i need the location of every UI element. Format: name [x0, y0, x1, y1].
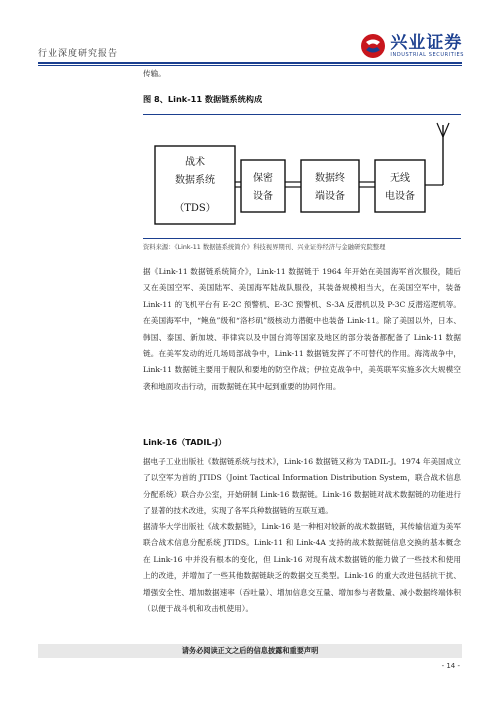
header-divider-thin: [38, 65, 462, 66]
tds-label-line3: （TDS）: [174, 203, 216, 214]
crypto-label-line2: 设备: [253, 191, 273, 202]
terminal-label-line2: 端设备: [315, 191, 345, 202]
paragraph-link11: 据《Link-11 数据链系统简介》，Link-11 数据链于 1964 年开始在美国海军首次服役，随后又在美国空军、美国陆军、美国海军陆战队服役，其装备规模相当大，在美国空军中，装备 Link-11 的飞机平台有 E-2C 预警机、E-3C 预警机、S-3A 反潜机以及 P-3C 反潜巡逻机等。在美国海军中，“鲍鱼”级和“洛杉矶”级核动力潜艇中也装备 Link-11。除了美国以外，日本、韩国、泰国、新加坡、菲律宾以及中国台湾等国家及地区的部分装备都配备了 Link-11 数据链。在美军发动的近几场局部战争中，Link-11 数据链发挥了不可替代的作用。海湾战争中，Link-11 数据链主要用于舰队和要地的防空作战；伊拉克战争中，美英联军实施多次大规模空袭和地面攻击行动，而数据链在其中起到重要的协同作用。: [143, 267, 461, 391]
figure-bottom-rule: [143, 238, 461, 239]
paragraph-link16-intro: 据电子工业出版社《数据链系统与技术》，Link-16 数据链又称为 TADIL-J。1974 年美国成立了以空军为首的 JTIDS（Joint Tactical Information Distribution System，联合战术信息分配系统）联合办公室，开始研制 Link-16 数据链。Link-16 数据链对战术数据链的功能进行了显著的技术改进，实现了各军兵种数据链的互联互通。: [143, 457, 461, 516]
figure-source: 资料来源：《Link-11 数据链系统简介》科技视界期刊、兴业证券经济与金融研究院整理: [143, 244, 386, 251]
logo-english-name: INDUSTRIAL SECURITIES: [390, 51, 464, 58]
tds-label-line1: 战术: [185, 157, 205, 168]
radio-box: [375, 160, 425, 212]
tds-label-line2: 数据系统: [175, 175, 215, 186]
company-logo: [360, 30, 464, 62]
lead-text: 传输。: [143, 69, 166, 78]
logo-mark-icon: [360, 33, 386, 59]
terminal-label-line1: 数据终: [315, 173, 345, 184]
page-number: - 14 -: [441, 662, 460, 670]
report-type-label: 行业深度研究报告: [38, 49, 119, 59]
terminal-box: [301, 160, 359, 212]
logo-chinese-name: 兴业证券: [390, 32, 463, 53]
section-title-link16: Link-16（TADIL-J）: [143, 437, 227, 447]
radio-label-line2: 电设备: [385, 191, 415, 202]
antenna-icon: [425, 123, 449, 185]
figure-title: 图 8、Link-11 数据链系统构成: [143, 94, 263, 104]
paragraph-link16-detail: 据清华大学出版社《战术数据链》，Link-16 是一种相对较新的战术数据链，其传输信道为美军联合战术信息分配系统 JTIDS。Link-11 和 Link-4A 支持的战术数据链信息交换的基本概念在 Link-16 中并没有根本的变化，但 Link-16 对现有战术数据链的能力做了一些技术和使用上的改进，并增加了一些其他数据链缺乏的数据交互类型。Link-16 的重大改进包括抗干扰、增强安全性、增加数据速率（吞吐量）、增加信息交互量、增加参与者数量、减小数据终端体积（以便于战斗机和攻击机使用）。: [143, 522, 461, 614]
disclosure-notice: 请务必阅读正文之后的信息披露和重要声明: [38, 644, 462, 658]
link11-system-diagram: [143, 115, 461, 237]
header-divider: [38, 62, 462, 64]
crypto-label-line1: 保密: [253, 173, 273, 184]
radio-label-line1: 无线: [390, 173, 410, 184]
crypto-box: [241, 160, 285, 212]
page-header: [0, 0, 500, 62]
